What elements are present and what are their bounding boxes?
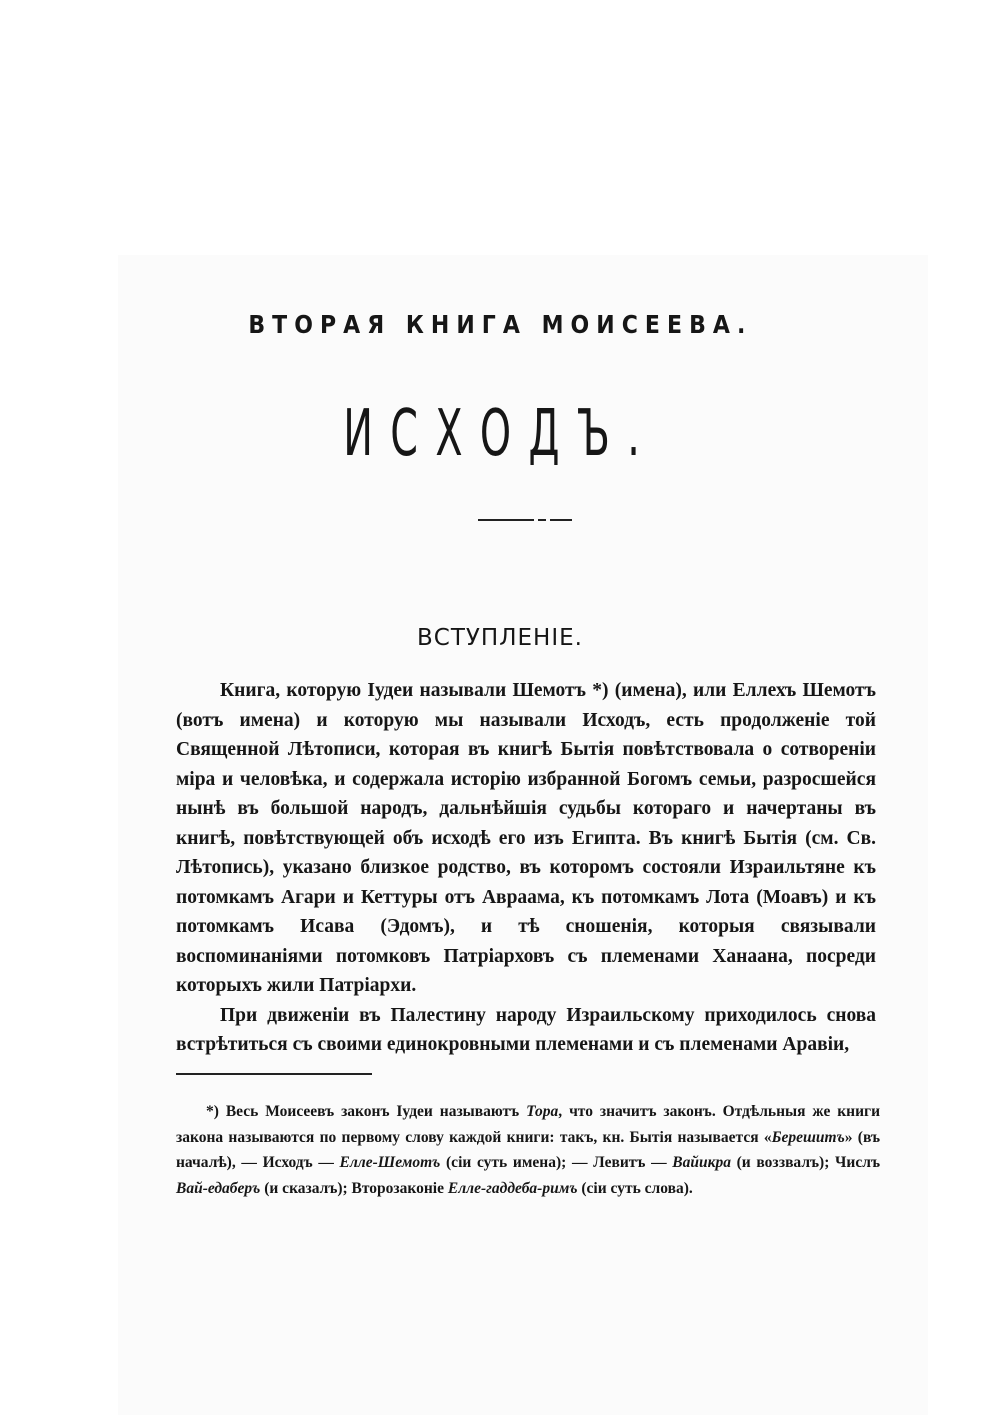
- footnote-text: *) Весь Моисеевъ законъ Іудеи называютъ: [206, 1103, 527, 1120]
- paragraph: Книга, которую Іудеи называли Шемотъ *) (имена), или Еллехъ Шемотъ (вотъ имена) и которую мы называли Исходъ, есть продолженіе той Священной Лѣтописи, которая въ книгѣ Бытія повѣтствовала о сотвореніи міра и человѣка, и содержала исторію избранной Богомъ семьи, разросшейся нынѣ въ большой народъ, дальнѣйшія судьбы котораго и начертаны въ книгѣ, повѣтствующей объ исходѣ его изъ Египта. Въ книгѣ Бытія (см. Св. Лѣтопись), указано близкое родство, въ которомъ состояли Израильтяне къ потомкамъ Агари и Кеттуры отъ Авраама, къ потомкамъ Лота (Моавъ) и къ потомкамъ Исава (Эдомъ), и тѣ сношенія, которыя связывали воспоминаніями потомковъ Патріарховъ съ племенами Ханаана, посреди которыхъ жили Патріархи.: [176, 680, 876, 996]
- footnote-text: (и сказалъ); Второзаконіе: [260, 1179, 448, 1197]
- divider-segment: [550, 519, 572, 521]
- divider-segment: [538, 519, 546, 521]
- book-title: ВТОРАЯ КНИГА МОИСЕЕВА.: [248, 310, 752, 339]
- footnote-text: , что значитъ законъ. Отдѣльныя же книги закона называются по первому слову каждой книги: такъ, кн. Бытія называется «: [176, 1103, 881, 1146]
- footnote-term: Вайикра: [672, 1154, 731, 1171]
- section-heading: ВСТУПЛЕНІЕ.: [417, 625, 583, 651]
- footnote-term: Берешитъ: [771, 1128, 845, 1146]
- footnote-text: (сіи суть имена); — Левитъ —: [440, 1154, 673, 1171]
- footnote-term: Елле-гаддеба-римъ: [447, 1179, 578, 1197]
- main-title: ИСХОДЪ.: [343, 397, 657, 471]
- footnote-text: (сіи суть слова).: [577, 1179, 693, 1197]
- divider-segment: [478, 519, 534, 521]
- book-title-container: [0, 310, 1000, 339]
- footnote: [176, 1099, 880, 1201]
- footnote-term: Вай-едаберъ: [176, 1179, 261, 1197]
- title-divider: [478, 519, 578, 522]
- footnote-term: Тора: [526, 1103, 559, 1120]
- body-text: [176, 676, 876, 1060]
- footnote-text: » (въ началѣ), — Исходъ —: [176, 1128, 880, 1171]
- main-title-container: [0, 397, 1000, 471]
- footnote-separator: [176, 1073, 372, 1075]
- footnote-text: (и воззвалъ); Числъ: [730, 1154, 880, 1171]
- footnote-term: Елле-Шемотъ: [339, 1154, 441, 1171]
- paragraph: При движеніи въ Палестину народу Израильскому приходилось снова встрѣтиться съ своими единокровными племенами и съ племенами Аравіи,: [176, 1004, 876, 1055]
